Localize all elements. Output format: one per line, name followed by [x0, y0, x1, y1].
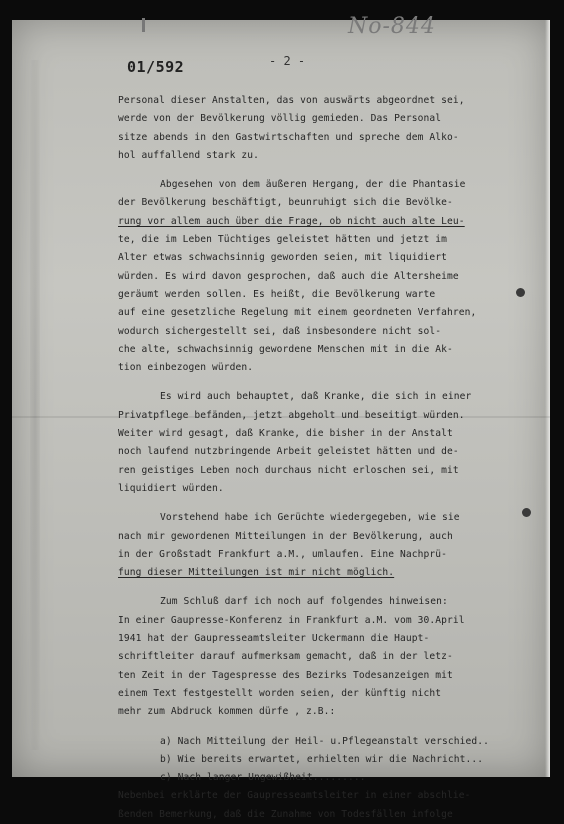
text-line: sitze abends in den Gastwirtschaften und spreche dem Alko-: [118, 131, 459, 143]
document-page: [12, 14, 550, 820]
text-line: tion einbezogen würden.: [118, 362, 254, 374]
text-line: Personal dieser Anstalten, das von auswärts abgeordnet sei,: [118, 95, 465, 106]
text-line: geräumt werden sollen. Es heißt, die Bevölkerung warte: [118, 288, 436, 300]
text-line: werde von der Bevölkerung völlig gemieden. Das Personal: [118, 113, 442, 125]
text-line: der Bevölkerung beschäftigt, beunruhigt sich die Bevölke-: [118, 197, 453, 209]
text-line: ten Zeit in der Tagespresse des Bezirks Todesanzeigen mit: [118, 669, 453, 681]
text-line: schriftleiter darauf aufmerksam gemacht, daß in der letz-: [118, 651, 453, 663]
text-line: nach mir gewordenen Mitteilungen in der Bevölkerung, auch: [118, 530, 453, 542]
text-line: Vorstehend habe ich Gerüchte wiedergegeben, wie sie: [160, 512, 460, 524]
text-line: Es wird auch behauptet, daß Kranke, die sich in einer: [160, 391, 472, 403]
scan-mark: [142, 18, 145, 32]
text-line-underlined: fung dieser Mitteilungen ist mir nicht möglich.: [118, 567, 395, 579]
text-line: mehr zum Abdruck kommen dürfe , z.B.:: [118, 706, 336, 718]
text-line: Privatpflege befänden, jetzt abgeholt und beseitigt würden.: [118, 409, 465, 421]
ink-blot: [516, 288, 525, 297]
handwritten-reference: No-844: [348, 14, 436, 39]
text-line: ren geistiges Leben noch durchaus nicht erloschen sei, mit: [118, 464, 459, 476]
body-text: [118, 92, 543, 824]
text-line: würden. Es wird davon gesprochen, daß auch die Altersheime: [118, 270, 459, 282]
list-item-b: b) Wie bereits erwartet, erhielten wir die Nachricht...: [160, 753, 484, 765]
text-line: Weiter wird gesagt, daß Kranke, die bisher in der Anstalt: [118, 428, 453, 440]
text-line: liquidiert würden.: [118, 482, 224, 494]
text-line: hol auffallend stark zu.: [118, 149, 260, 161]
text-line: wodurch sichergestellt sei, daß insbesondere nicht sol-: [118, 325, 442, 337]
document-number: 01/592: [127, 58, 185, 76]
text-line-underlined: rung vor allem auch über die Frage, ob nicht auch alte Leu-: [118, 215, 465, 227]
page-edge: [545, 20, 550, 777]
text-line: Zum Schluß darf ich noch auf folgendes hinweisen:: [160, 596, 448, 608]
list-item-c: c) Nach langer Ungewißheit.........: [160, 772, 366, 784]
text-line: Nebenbei erklärte der Gaupresseamtsleiter in einer abschlie-: [118, 790, 471, 802]
text-line: 1941 hat der Gaupresseamtsleiter Uckermann die Haupt-: [118, 633, 430, 645]
text-line: in der Großstadt Frankfurt a.M., umlaufen. Eine Nachprü-: [118, 548, 448, 560]
text-line: Alter etwas schwachsinnig geworden seien, mit liquidiert: [118, 252, 448, 264]
page-number: - 2 -: [269, 54, 306, 68]
paper-stain: [30, 60, 40, 750]
text-line: te, die im Leben Tüchtiges geleistet hätten und jetzt im: [118, 234, 448, 246]
text-line: einem Text festgestellt worden seien, der künftig nicht: [118, 687, 442, 699]
list-item-a: a) Nach Mitteilung der Heil- u.Pflegeanstalt verschied..: [160, 735, 490, 747]
text-line: Abgesehen von dem äußeren Hergang, der die Phantasie: [160, 179, 466, 191]
text-line: noch laufend nutzbringende Arbeit geleistet hätten und de-: [118, 446, 459, 458]
ink-blot: [522, 508, 531, 517]
text-line: che alte, schwachsinnig gewordene Menschen mit in die Ak-: [118, 343, 453, 355]
text-line: auf eine gesetzliche Regelung mit einem geordneten Verfahren,: [118, 307, 477, 319]
text-line: In einer Gaupresse-Konferenz in Frankfurt a.M. vom 30.April: [118, 614, 465, 626]
text-line: ßenden Bemerkung, daß die Zunahme von Todesfällen infolge: [118, 808, 453, 820]
